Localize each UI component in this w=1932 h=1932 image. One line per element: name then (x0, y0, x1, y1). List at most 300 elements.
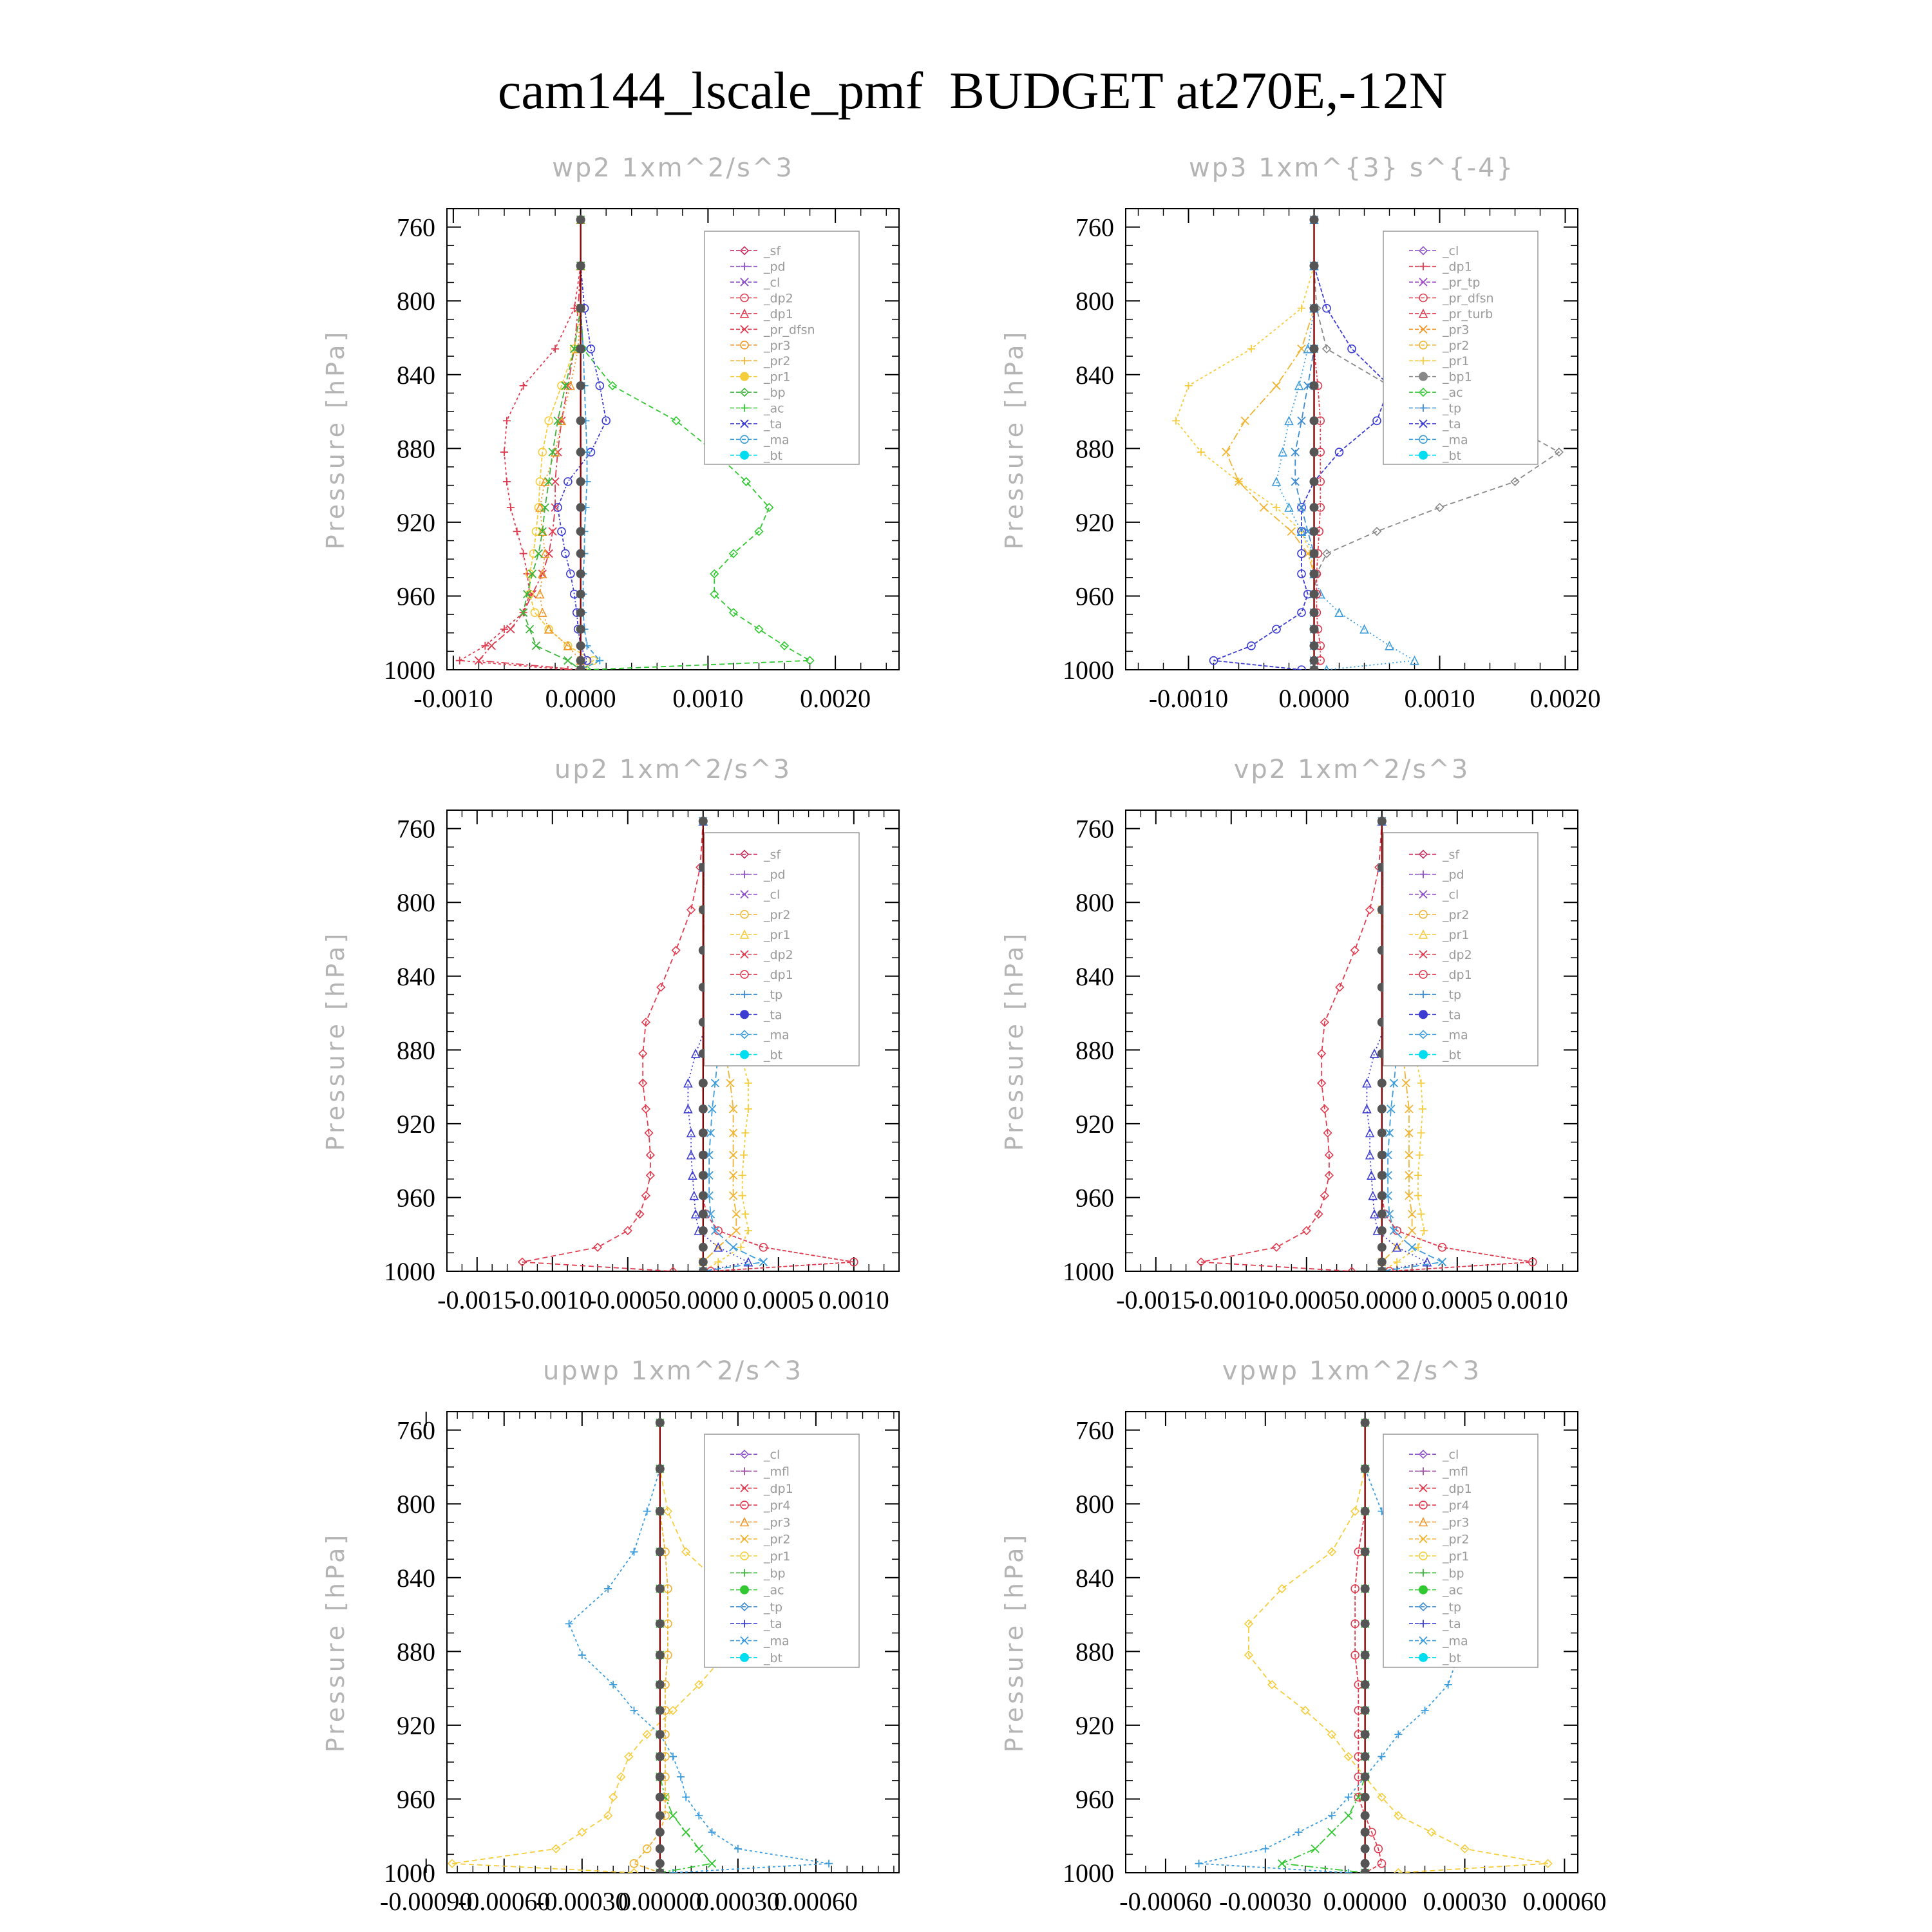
series-point (1378, 1079, 1387, 1088)
y-tick-label: 760 (397, 213, 435, 242)
series-point (576, 641, 585, 650)
series-point (672, 947, 680, 954)
series-point (1310, 477, 1319, 486)
series-point (1378, 1226, 1387, 1235)
series-line-pr2 (634, 1423, 667, 1873)
series-point (532, 642, 540, 650)
series-point (1361, 1418, 1370, 1427)
series-point (1378, 1128, 1387, 1137)
series-point (1393, 1258, 1401, 1266)
series-point (630, 1860, 638, 1868)
legend-marker (1419, 372, 1428, 381)
series-point (576, 345, 585, 354)
legend-label: _pr1 (1443, 354, 1470, 369)
series-point (1428, 1828, 1435, 1836)
series-point (656, 1418, 665, 1427)
series-point (1378, 1171, 1387, 1180)
series-point (1361, 1752, 1370, 1761)
series-point (656, 1868, 665, 1877)
series-point (732, 1227, 740, 1235)
series-point (656, 1507, 665, 1516)
series-point (1262, 1845, 1269, 1853)
series-point (1295, 382, 1303, 390)
y-tick-label: 960 (1075, 1785, 1114, 1814)
panel-title: up2 1xm^2/s^3 (554, 755, 792, 784)
series-point (714, 1258, 722, 1266)
series-point (1310, 381, 1319, 390)
series-point (564, 666, 572, 674)
series-point (737, 1244, 744, 1251)
legend-label: _pr4 (1443, 1499, 1470, 1513)
series-point (1310, 625, 1319, 634)
series-point (576, 549, 585, 558)
legend-label: _ta (1443, 417, 1461, 431)
y-tick-label: 920 (1075, 1710, 1114, 1740)
series-point (1378, 1267, 1387, 1276)
series-point (1378, 1104, 1387, 1113)
legend-label: _tp (1443, 988, 1462, 1003)
x-tick-label: -0.00030 (1219, 1887, 1312, 1916)
y-axis-label: Pressure [hPa] (321, 328, 350, 550)
legend-label: _pr3 (764, 338, 791, 353)
series-point (1361, 1730, 1370, 1739)
legend-label: _ta (1443, 1617, 1461, 1632)
series-point (1361, 1548, 1370, 1557)
series-point (1402, 1079, 1410, 1087)
x-tick-label: 0.0000 (545, 684, 616, 713)
legend-label: _dp2 (764, 291, 793, 306)
series-point (656, 1772, 665, 1781)
series-point (1378, 817, 1387, 826)
x-tick-label: -0.00030 (536, 1887, 629, 1916)
series-point (1378, 1151, 1387, 1160)
y-tick-label: 760 (1075, 1416, 1114, 1445)
series-point (656, 1828, 665, 1837)
series-point (692, 1050, 699, 1057)
series-point (1310, 641, 1319, 650)
legend-label: _dp2 (764, 948, 793, 962)
legend-label: _ac (764, 1583, 784, 1598)
series-point (740, 1151, 748, 1159)
series-point (656, 1793, 665, 1802)
series-point (744, 1227, 752, 1235)
series-line-pr1 (452, 1423, 738, 1873)
series-point (576, 527, 585, 536)
legend-marker (740, 1586, 749, 1595)
series-point (576, 656, 585, 665)
legend-label: _pr1 (764, 1549, 791, 1564)
x-tick-label: 0.00000 (1323, 1887, 1407, 1916)
panel-title: upwp 1xm^2/s^3 (543, 1356, 803, 1386)
series-point (1298, 504, 1305, 511)
figure-title: cam144_lscale_pmf BUDGET at270E,-12N (497, 61, 1448, 120)
series-point (1310, 215, 1319, 224)
legend-label: _cl (1443, 1448, 1459, 1463)
x-tick-label: 0.0000 (1346, 1285, 1417, 1314)
series-point (1185, 382, 1193, 390)
y-tick-label: 800 (397, 287, 435, 316)
series-point (503, 417, 511, 424)
series-point (708, 1828, 716, 1836)
series-point (1416, 1151, 1423, 1159)
series-point (1417, 1079, 1425, 1087)
legend-label: _pr2 (764, 1532, 791, 1547)
legend-label: _cl (764, 276, 781, 290)
series-point (630, 1548, 638, 1556)
y-tick-label: 800 (397, 888, 435, 918)
series-point (1378, 1243, 1387, 1252)
legend-label: _ta (764, 417, 782, 431)
series-point (730, 1244, 737, 1251)
legend-label: _pr1 (764, 370, 791, 384)
series-point (730, 1151, 737, 1159)
series-point (1363, 1079, 1370, 1087)
x-tick-label: 0.0020 (800, 684, 871, 713)
series-point (576, 215, 585, 224)
legend-marker (740, 1010, 749, 1019)
series-point (744, 1079, 752, 1087)
legend-label: _pr1 (1443, 1549, 1470, 1564)
legend-label: _mfl (764, 1464, 790, 1479)
y-tick-label: 920 (397, 1710, 435, 1740)
legend-label: _pr3 (764, 1515, 791, 1530)
series-point (576, 625, 585, 634)
series-line-pr3 (540, 220, 580, 670)
legend-label: _pr3 (1443, 1515, 1470, 1530)
series-point (1310, 590, 1319, 599)
legend-label: _ma (1443, 1634, 1468, 1649)
series-line-ta (1214, 220, 1390, 670)
series-point (1260, 504, 1268, 511)
y-axis-label: Pressure [hPa] (1000, 930, 1028, 1151)
series-point (1273, 382, 1280, 390)
series-point (1373, 527, 1381, 535)
series-point (699, 1079, 708, 1088)
legend-label: _pr2 (1443, 1532, 1470, 1547)
x-tick-label: 0.00060 (773, 1887, 858, 1916)
legend-label: _pd (1443, 867, 1464, 882)
legend-label: _cl (1443, 887, 1459, 902)
legend-label: _ta (764, 1008, 782, 1023)
chart-panel-4 (1000, 755, 1578, 1314)
series-point (562, 550, 569, 558)
series-point (682, 1794, 690, 1801)
y-tick-label: 1000 (384, 656, 435, 685)
x-tick-label: -0.0010 (413, 684, 493, 713)
legend-label: _cl (764, 887, 781, 902)
legend-label: _pd (764, 260, 786, 274)
series-line-ma (581, 220, 600, 670)
series-point (576, 416, 585, 425)
chart-panel-1 (321, 153, 899, 713)
series-point (1378, 1258, 1387, 1267)
series-point (545, 625, 553, 633)
series-point (564, 478, 572, 486)
legend-label: _cl (764, 1448, 781, 1463)
series-point (699, 1128, 708, 1137)
chart-panel-3 (321, 755, 899, 1314)
y-tick-label: 880 (1075, 1637, 1114, 1667)
series-point (684, 1079, 692, 1087)
legend-label: _ma (764, 1634, 790, 1649)
series-point (669, 1753, 677, 1761)
legend-label: _pr3 (1443, 323, 1470, 337)
series-line-dp1 (522, 821, 703, 1271)
series-point (576, 261, 585, 270)
series-point (699, 1209, 708, 1218)
y-tick-label: 760 (1075, 814, 1114, 844)
series-point (1310, 416, 1319, 425)
legend-label: _tp (1443, 401, 1462, 416)
y-tick-label: 800 (1075, 1490, 1114, 1519)
legend-label: _dp2 (1443, 948, 1472, 962)
series-point (1367, 1171, 1375, 1179)
series-point (535, 550, 542, 558)
legend-label: _bp (764, 1566, 786, 1581)
y-tick-label: 760 (397, 814, 435, 844)
series-point (578, 1828, 586, 1836)
legend-label: _ma (764, 433, 790, 448)
legend-label: _pr_tp (1443, 276, 1481, 290)
series-point (576, 608, 585, 617)
series-point (1336, 983, 1343, 991)
legend-label: _pr1 (1443, 927, 1470, 942)
series-point (576, 503, 585, 512)
y-tick-label: 1000 (1063, 656, 1114, 685)
y-tick-label: 800 (397, 1490, 435, 1519)
x-tick-label: 0.00030 (696, 1887, 780, 1916)
series-point (1361, 1584, 1370, 1593)
series-point (1222, 448, 1230, 456)
series-point (1436, 504, 1444, 511)
legend-label: _bt (764, 448, 783, 463)
legend-label: _bt (764, 1048, 783, 1063)
x-tick-label: 0.00000 (618, 1887, 702, 1916)
series-point (739, 1171, 746, 1179)
x-tick-label: 0.0005 (743, 1285, 814, 1314)
y-axis-label: Pressure [hPa] (321, 930, 350, 1151)
x-tick-label: 0.0010 (1497, 1285, 1568, 1314)
legend-marker (1419, 1586, 1428, 1595)
series-point (656, 1706, 665, 1715)
legend-label: _tp (764, 1600, 783, 1615)
legend-marker (1419, 1010, 1428, 1019)
series-point (688, 1171, 696, 1179)
y-tick-label: 960 (397, 1785, 435, 1814)
legend-label: _cl (1443, 244, 1459, 259)
legend-marker (740, 1050, 749, 1059)
series-line-dp1 (460, 220, 581, 670)
series-point (699, 1171, 708, 1180)
legend (1383, 1434, 1538, 1667)
x-tick-label: 0.0005 (1421, 1285, 1493, 1314)
series-point (656, 1811, 665, 1820)
legend-marker (740, 451, 749, 460)
series-point (576, 569, 585, 578)
legend-label: _bp (764, 386, 786, 401)
series-point (741, 1210, 749, 1218)
series-line-ta (558, 220, 606, 670)
series-point (1348, 345, 1356, 353)
series-point (657, 983, 665, 991)
series-point (656, 1619, 665, 1628)
series-point (1361, 1507, 1370, 1516)
legend-label: _ta (764, 1617, 782, 1632)
series-point (1310, 527, 1319, 536)
series-point (1336, 448, 1343, 456)
series-point (1345, 1812, 1352, 1819)
panel-title: wp3 1xm^{3} s^{-4} (1188, 153, 1515, 183)
series-line-pr1 (530, 220, 594, 670)
chart-panel-6 (1000, 1356, 1606, 1916)
series-point (1417, 1210, 1425, 1218)
y-tick-label: 920 (397, 507, 435, 537)
y-tick-label: 840 (1075, 961, 1114, 991)
legend-label: _dp1 (1443, 1481, 1472, 1496)
series-line-dp1 (1201, 821, 1382, 1271)
series-point (564, 657, 572, 665)
x-tick-label: -0.00060 (1119, 1887, 1212, 1916)
series-point (576, 665, 585, 674)
series-point (656, 1464, 665, 1473)
x-tick-label: -0.00060 (458, 1887, 551, 1916)
legend-label: _pr_turb (1443, 307, 1493, 321)
y-tick-label: 960 (397, 1183, 435, 1213)
y-tick-label: 760 (1075, 213, 1114, 242)
series-point (1294, 1828, 1302, 1836)
series-point (1378, 1860, 1385, 1868)
series-point (732, 1210, 740, 1218)
legend-label: _bt (1443, 1048, 1462, 1063)
y-tick-label: 880 (397, 1036, 435, 1065)
series-line-ac (1282, 1423, 1365, 1873)
y-axis-label: Pressure [hPa] (1000, 328, 1028, 550)
y-tick-label: 960 (1075, 582, 1114, 611)
series-point (1378, 1191, 1387, 1200)
x-tick-label: -0.0010 (513, 1285, 592, 1314)
legend-label: _ma (764, 1028, 790, 1043)
legend (1383, 833, 1538, 1066)
legend-marker (1419, 451, 1428, 460)
series-point (1303, 1227, 1311, 1235)
legend-label: _pr2 (764, 907, 791, 922)
x-tick-label: -0.0015 (437, 1285, 517, 1314)
series-point (1351, 1508, 1359, 1515)
series-point (656, 1730, 665, 1739)
series-point (1351, 947, 1359, 954)
series-point (526, 625, 534, 633)
series-point (643, 1508, 651, 1515)
series-point (1361, 1680, 1370, 1689)
series-point (1361, 1793, 1370, 1802)
x-tick-label: 0.0000 (667, 1285, 739, 1314)
series-point (1310, 608, 1319, 617)
series-point (699, 1267, 708, 1276)
y-tick-label: 920 (397, 1109, 435, 1139)
y-axis-label: Pressure [hPa] (321, 1531, 350, 1753)
series-point (1310, 503, 1319, 512)
x-tick-label: -0.0010 (1148, 684, 1229, 713)
series-point (1378, 1209, 1387, 1218)
legend-label: _bt (1443, 1651, 1462, 1665)
series-point (714, 1244, 722, 1251)
legend (705, 1434, 859, 1667)
series-point (500, 448, 508, 456)
y-tick-label: 840 (1075, 1563, 1114, 1593)
legend-marker (740, 1653, 749, 1662)
y-tick-label: 1000 (384, 1257, 435, 1286)
legend-label: _ac (764, 401, 784, 416)
series-point (1361, 1868, 1370, 1877)
legend-label: _dp1 (764, 1481, 793, 1496)
series-point (755, 625, 762, 633)
chart-panel-5 (321, 1356, 899, 1916)
series-point (576, 304, 585, 313)
y-axis-label: Pressure [hPa] (1000, 1531, 1028, 1753)
series-point (1414, 1192, 1422, 1200)
series-point (531, 609, 538, 616)
series-point (695, 1845, 703, 1853)
series-point (734, 1845, 742, 1853)
series-point (656, 1680, 665, 1689)
legend-label: _ac (1443, 386, 1463, 401)
series-point (1361, 1772, 1370, 1781)
series-point (744, 1105, 752, 1113)
series-point (682, 1828, 690, 1836)
series-point (656, 1844, 665, 1853)
series-point (699, 1226, 708, 1235)
series-point (1408, 1227, 1416, 1235)
legend-label: _dp1 (764, 307, 793, 321)
x-tick-label: 0.0010 (672, 684, 744, 713)
legend-marker (740, 372, 749, 381)
y-tick-label: 840 (397, 1563, 435, 1593)
legend-label: _pr_dfsn (764, 323, 815, 337)
series-line-pr1 (1176, 220, 1314, 670)
series-point (656, 1651, 665, 1660)
chart-panel-2 (1000, 153, 1601, 713)
series-point (507, 504, 515, 511)
x-tick-label: 0.0000 (1278, 684, 1350, 713)
series-line-pr2 (1226, 220, 1314, 670)
y-tick-label: 840 (397, 360, 435, 390)
series-point (1311, 1845, 1319, 1853)
series-point (1310, 261, 1319, 270)
series-point (624, 1227, 632, 1235)
legend-label: _ta (1443, 1008, 1461, 1023)
series-point (1361, 1811, 1370, 1820)
series-point (1414, 1171, 1422, 1179)
x-tick-label: -0.0015 (1116, 1285, 1196, 1314)
series-point (520, 550, 527, 558)
legend-label: _dp1 (764, 968, 793, 983)
y-tick-label: 1000 (384, 1859, 435, 1888)
y-tick-label: 880 (397, 1637, 435, 1667)
series-point (741, 1129, 749, 1137)
series-point (503, 478, 511, 486)
legend-marker (1419, 1050, 1428, 1059)
series-point (1310, 304, 1319, 313)
legend-label: _tp (1443, 1600, 1462, 1615)
legend-label: _bt (1443, 448, 1462, 463)
x-tick-label: -0.0010 (1191, 1285, 1271, 1314)
y-tick-label: 880 (1075, 434, 1114, 464)
series-point (1370, 1050, 1378, 1057)
series-point (699, 1151, 708, 1160)
series-point (1393, 1244, 1401, 1251)
series-point (551, 345, 559, 353)
series-point (1417, 1129, 1425, 1137)
